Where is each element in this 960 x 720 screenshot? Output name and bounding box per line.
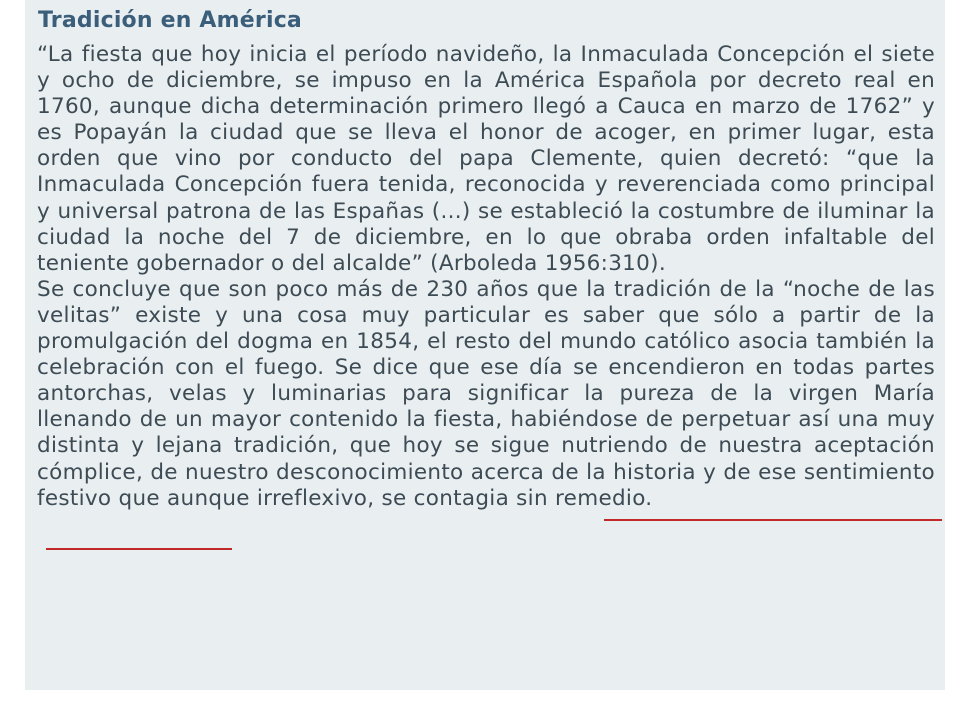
paragraph-quote: “La fiesta que hoy inicia el período navideño, la Inmaculada Concepción el siete y ocho de diciembre, se impuso en la América Española por decreto real en 1760, aunque dicha determinación primero llegó a Cauca en marzo de 1762” y es Popayán la ciudad que se lleva el honor de acoger, en primer lugar, esta orden que vino por conducto del papa Clemente, quien decretó: “que la Inmaculada Concepción fuera tenida, reconocida y reverenciada como principal y universal patrona de las Españas (...) se estableció la costumbre de iluminar la ciudad la noche del 7 de diciembre, en lo que obraba orden infaltable del teniente gobernador o del alcalde” (Arboleda 1956:310). [37, 42, 935, 276]
paragraph-conclusion: Se concluye que son poco más de 230 años que la tradición de la “noche de las velitas” existe y una cosa muy particular es saber que sólo a partir de la promulgación del dogma en 1854, el resto del mundo católico asocia también la celebración con el fuego. Se dice que ese día se encendieron en todas partes antorchas, velas y luminarias para significar la pureza de la virgen María llenando de un mayor contenido la fiesta, habiéndose de perpetuar así una muy distinta y lejana tradición, que hoy se sigue nutriendo de nuestra aceptación cómplice, de nuestro desconocimiento acerca de la historia y de ese sentimiento festivo que aunque irreflexivo, se contagia sin remedio. [37, 276, 935, 511]
article-body [37, 42, 935, 512]
red-underline-annotation [604, 519, 942, 521]
red-underline-annotation-continued [46, 548, 232, 550]
section-heading: Tradición en América [38, 8, 302, 33]
